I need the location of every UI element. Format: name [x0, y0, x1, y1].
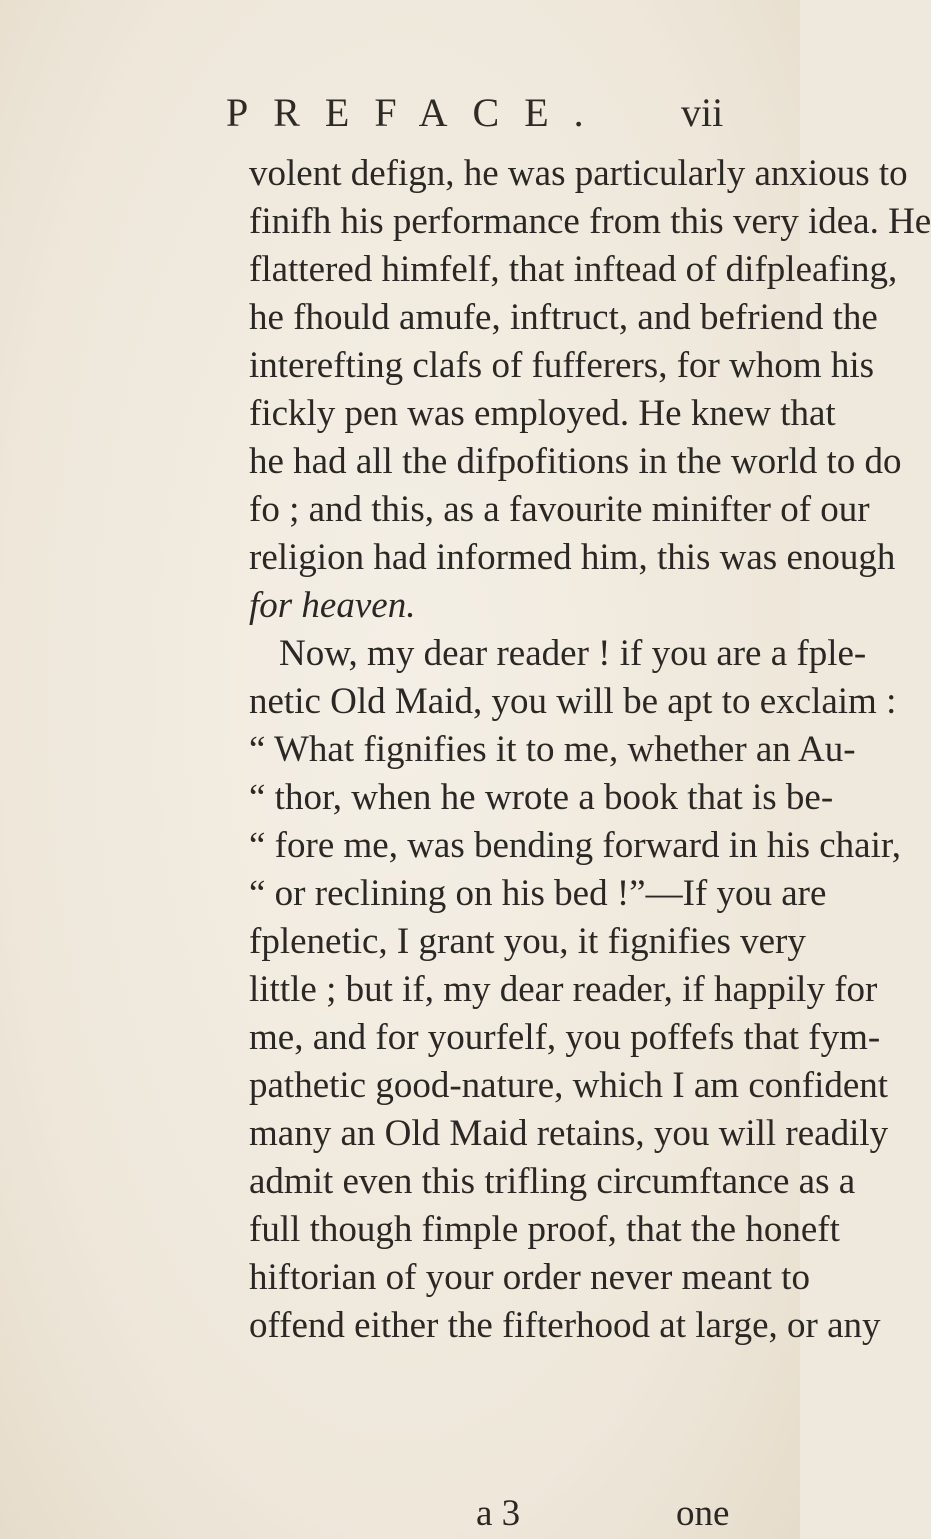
text-line: flattered himfelf, that inftead of difpleafing, — [249, 249, 898, 290]
text-line: “ What fignifies it to me, whether an Au- — [249, 729, 856, 770]
catchword: one — [676, 1493, 730, 1534]
text-line: fo ; and this, as a favourite minifter of our — [249, 489, 870, 530]
page-header — [0, 88, 800, 138]
text-line: admit even this trifling circumftance as a — [249, 1161, 856, 1202]
text-line: little ; but if, my dear reader, if happily for — [249, 969, 878, 1010]
signature-mark: a 3 — [476, 1493, 521, 1534]
text-line: he fhould amufe, inftruct, and befriend the — [249, 297, 878, 338]
text-line: hiftorian of your order never meant to — [249, 1257, 810, 1298]
text-line: finifh his performance from this very idea. He — [249, 201, 931, 242]
running-title: PREFACE. — [226, 90, 609, 135]
text-line: religion had informed him, this was enough — [249, 537, 896, 578]
text-line: he had all the difpofitions in the world to do — [249, 441, 902, 482]
text-line: netic Old Maid, you will be apt to exclaim : — [249, 681, 897, 722]
text-line: “ or reclining on his bed !”—If you are — [249, 873, 827, 914]
text-line: me, and for yourfelf, you poffefs that fym- — [249, 1017, 881, 1058]
text-line: volent defign, he was particularly anxious to — [249, 153, 908, 194]
text-line: “ thor, when he wrote a book that is be- — [249, 777, 834, 818]
text-line: fickly pen was employed. He knew that — [249, 393, 836, 434]
page-footer — [0, 1492, 800, 1538]
text-line: for heaven. — [249, 585, 416, 626]
text-line: fplenetic, I grant you, it fignifies very — [249, 921, 806, 962]
text-line: Now, my dear reader ! if you are a fple- — [279, 633, 867, 674]
text-line: “ fore me, was bending forward in his chair, — [249, 825, 901, 866]
text-line: many an Old Maid retains, you will readily — [249, 1113, 889, 1154]
text-line: interefting clafs of fufferers, for whom his — [249, 345, 875, 386]
page-number: vii — [681, 90, 724, 135]
text-line: offend either the fifterhood at large, or any — [249, 1305, 881, 1346]
text-line: full though fimple proof, that the honeft — [249, 1209, 840, 1250]
text-line: pathetic good-nature, which I am confident — [249, 1065, 889, 1106]
